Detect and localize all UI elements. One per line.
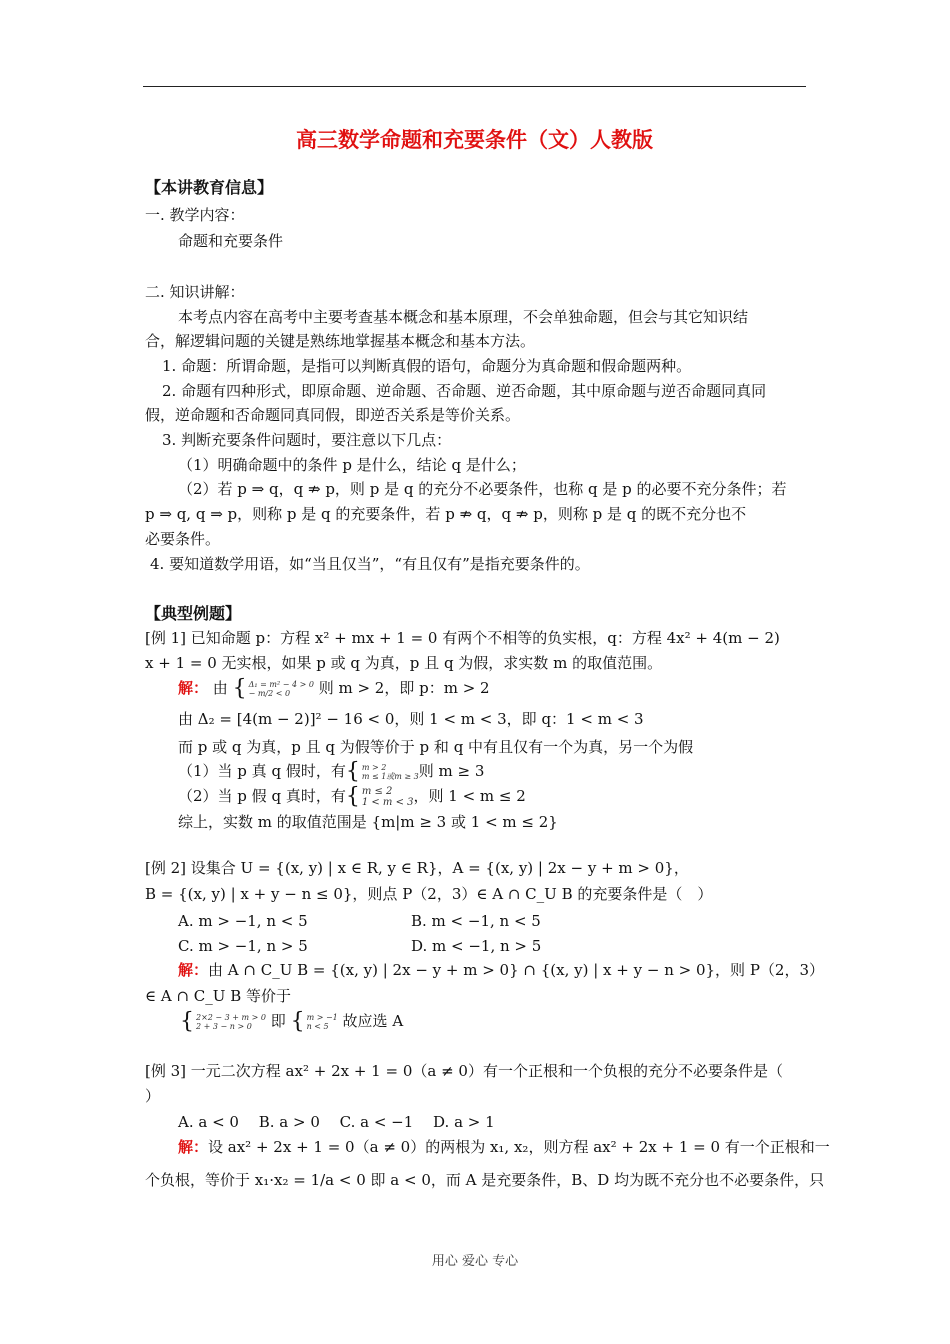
paragraph-line: 合，解逻辑问题的关键是熟练地掌握基本概念和基本方法。: [145, 332, 536, 350]
page-footer: 用心 爱心 专心: [431, 1254, 519, 1269]
example-1-question: [例 1] 已知命题 p：方程 x² + mx + 1 = 0 有两个不相等的负实根，q：方程 4x² + 4(m − 2): [145, 629, 780, 647]
example-1-solution-step: （1）当 p 真 q 假时，有{ m > 2 m ≤ 1或m ≥ 3则 m ≥ 3: [178, 759, 485, 784]
equation-system: m > −1 n < 5: [306, 1013, 338, 1031]
example-2-solution-step: { 2×2 − 3 + m > 0 2 + 3 − n > 0 即 { m > −1 n < 5 故应选 A: [180, 1009, 404, 1034]
list-item-2-cont: 假，逆命题和否命题同真同假，即逆否关系是等价关系。: [145, 406, 521, 424]
equation-system: m > 2 m ≤ 1或m ≥ 3: [361, 763, 419, 781]
list-item-3-2: （2）若 p ⇒ q，q ⇏ p，则 p 是 q 的充分不必要条件，也称 q 是 p 的必要不充分条件；若: [178, 480, 787, 498]
example-3-solution-step: 解：设 ax² + 2x + 1 = 0（a ≠ 0）的两根为 x₁, x₂，则方程 ax² + 2x + 1 = 0 有一个正根和一: [178, 1138, 830, 1156]
paragraph-line: 本考点内容在高考中主要考查基本概念和基本原理，不会单独命题，但会与其它知识结: [178, 308, 749, 326]
solution-label: 解：: [178, 679, 209, 697]
brace-icon: {: [232, 676, 247, 701]
page-title: 高三数学命题和充要条件（文）人教版: [296, 128, 653, 152]
option-a: A. m > −1, n < 5: [178, 912, 308, 930]
list-item-4: 4. 要知道数学用语，如“当且仅当”，“有且仅有”是指充要条件的。: [150, 555, 590, 573]
equation-system: 2×2 − 3 + m > 0 2 + 3 − n > 0: [196, 1013, 267, 1031]
content-text: 命题和充要条件: [178, 232, 284, 250]
example-1-question-cont: x + 1 = 0 无实根，如果 p 或 q 为真，p 且 q 为假，求实数 m 的取值范围。: [145, 654, 663, 672]
list-item-3: 3. 判断充要条件问题时，要注意以下几点：: [162, 431, 452, 449]
brace-icon: {: [345, 759, 360, 784]
section-heading-info: 【本讲教育信息】: [145, 178, 274, 197]
explain-label: 二. 知识讲解：: [145, 283, 245, 301]
example-3-question-cont: ）: [145, 1087, 161, 1105]
list-item-1: 1. 命题：所谓命题，是指可以判断真假的语句，命题分为真命题和假命题两种。: [162, 357, 692, 375]
example-1-solution-step: 由 Δ₂ = [4(m − 2)]² − 16 < 0，则 1 < m < 3，即 q：1 < m < 3: [178, 710, 644, 728]
list-item-3-1: （1）明确命题中的条件 p 是什么，结论 q 是什么；: [178, 456, 526, 474]
equation-system: m ≤ 2 1 < m < 3: [361, 786, 414, 808]
list-item-3-2-cont: 必要条件。: [145, 530, 221, 548]
option-b: B. m < −1, n < 5: [411, 912, 541, 930]
example-3-solution-step: 个负根，等价于 x₁·x₂ = 1/a < 0 即 a < 0，而 A 是充要条件，B、D 均为既不充分也不必要条件，只: [145, 1171, 825, 1189]
example-1-solution-step: （2）当 p 假 q 真时，有{ m ≤ 2 1 < m < 3，则 1 < m ≤ 2: [178, 784, 526, 809]
example-3-question: [例 3] 一元二次方程 ax² + 2x + 1 = 0（a ≠ 0）有一个正根和一个负根的充分不必要条件是（: [145, 1062, 783, 1080]
example-1-solution-step: 而 p 或 q 为真，p 且 q 为假等价于 p 和 q 中有且仅有一个为真，另一个为假: [178, 738, 694, 756]
option-c: C. m > −1, n > 5: [178, 937, 308, 955]
equation-system: Δ₁ = m² − 4 > 0 − m/2 < 0: [248, 680, 314, 698]
header-rule: [143, 86, 806, 87]
example-2-question: [例 2] 设集合 U = {(x, y) | x ∈ R, y ∈ R}，A = {(x, y) | 2x − y + m > 0}，: [145, 859, 689, 877]
example-1-solution-step: 解： 由 { Δ₁ = m² − 4 > 0 − m/2 < 0 则 m > 2，即 p：m > 2: [178, 676, 490, 701]
option-d: D. m < −1, n > 5: [411, 937, 542, 955]
list-item-3-2-cont: p ⇒ q, q ⇒ p，则称 p 是 q 的充要条件，若 p ⇏ q，q ⇏ p，则称 p 是 q 的既不充分也不: [145, 505, 747, 523]
example-2-question-cont: B = {(x, y) | x + y − n ≤ 0}，则点 P（2，3）∈ A ∩ C_U B 的充要条件是（ ）: [145, 885, 713, 903]
example-2-solution-step: ∈ A ∩ C_U B 等价于: [145, 987, 291, 1005]
example-2-solution-step: 解：由 A ∩ C_U B = {(x, y) | 2x − y + m > 0} ∩ {(x, y) | x + y − n > 0}，则 P（2，3）: [178, 961, 824, 979]
content-label: 一. 教学内容：: [145, 206, 245, 224]
brace-icon: {: [180, 1009, 194, 1034]
brace-icon: {: [290, 1009, 305, 1034]
brace-icon: {: [345, 784, 360, 809]
list-item-2: 2. 命题有四种形式，即原命题、逆命题、否命题、逆否命题，其中原命题与逆否命题同真同: [162, 382, 767, 400]
section-heading-examples: 【典型例题】: [145, 604, 242, 623]
example-1-conclusion: 综上，实数 m 的取值范围是 {m|m ≥ 3 或 1 < m ≤ 2}: [178, 813, 558, 831]
example-3-options: A. a < 0 B. a > 0 C. a < −1 D. a > 1: [178, 1113, 495, 1131]
